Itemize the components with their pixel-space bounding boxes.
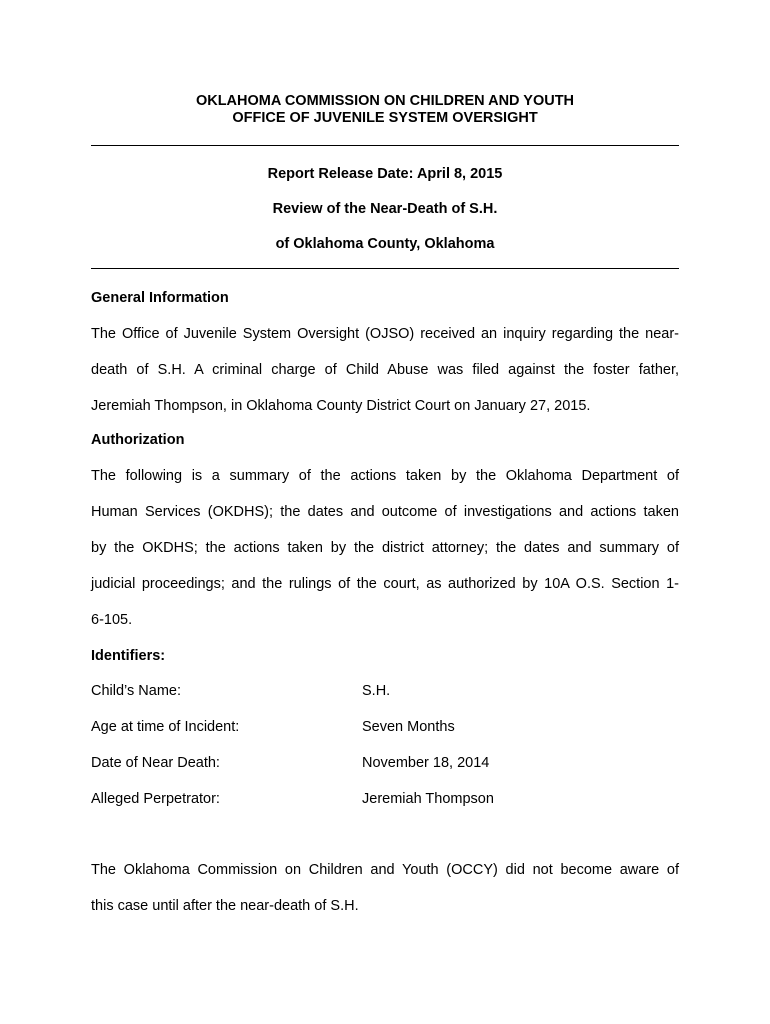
paragraph-line: by the OKDHS; the actions taken by the district attorney; the dates and summary of: [91, 540, 679, 556]
paragraph-line: 6-105.: [91, 612, 133, 628]
identifier-value: Jeremiah Thompson: [362, 791, 494, 807]
paragraph-line: this case until after the near-death of S.H.: [91, 898, 359, 914]
general-information-paragraph: [91, 316, 679, 424]
general-information-heading: General Information: [91, 290, 229, 306]
authorization-paragraph: [91, 458, 679, 638]
paragraph-line: death of S.H. A criminal charge of Child Abuse was filed against the foster father,: [91, 362, 679, 378]
paragraph-line: The Oklahoma Commission on Children and Youth (OCCY) did not become aware of: [91, 862, 679, 878]
paragraph-line: Jeremiah Thompson, in Oklahoma County District Court on January 27, 2015.: [91, 398, 591, 414]
identifier-row-date: [91, 755, 679, 775]
identifier-value: S.H.: [362, 683, 391, 699]
report-county: of Oklahoma County, Oklahoma: [275, 236, 495, 252]
paragraph-line: judicial proceedings; and the rulings of the court, as authorized by 10A O.S. Section 1-: [91, 576, 679, 592]
header-agency-name: OKLAHOMA COMMISSION ON CHILDREN AND YOUTH: [195, 93, 575, 109]
paragraph-line: Human Services (OKDHS); the dates and outcome of investigations and actions taken: [91, 504, 679, 520]
document-header: [91, 93, 679, 127]
identifier-row-child-name: [91, 683, 679, 703]
report-release-date: Report Release Date: April 8, 2015: [267, 166, 503, 182]
authorization-heading: Authorization: [91, 432, 185, 448]
identifier-label: Child’s Name:: [91, 683, 181, 699]
identifier-value: Seven Months: [362, 719, 455, 735]
header-office-name: OFFICE OF JUVENILE SYSTEM OVERSIGHT: [232, 110, 538, 126]
report-review-title: Review of the Near-Death of S.H.: [272, 201, 498, 217]
identifier-label: Date of Near Death:: [91, 755, 220, 771]
paragraph-line: The Office of Juvenile System Oversight (OJSO) received an inquiry regarding the near-: [91, 326, 679, 342]
identifier-row-perpetrator: [91, 791, 679, 811]
paragraph-line: The following is a summary of the actions taken by the Oklahoma Department of: [91, 468, 679, 484]
identifiers-heading: Identifiers:: [91, 648, 166, 664]
identifier-label: Age at time of Incident:: [91, 719, 240, 735]
identifier-label: Alleged Perpetrator:: [91, 791, 220, 807]
occy-note-paragraph: [91, 852, 679, 924]
identifier-value: November 18, 2014: [362, 755, 490, 771]
header-divider-bottom: [91, 268, 679, 269]
header-divider-top: [91, 145, 679, 146]
identifier-row-age: [91, 719, 679, 739]
